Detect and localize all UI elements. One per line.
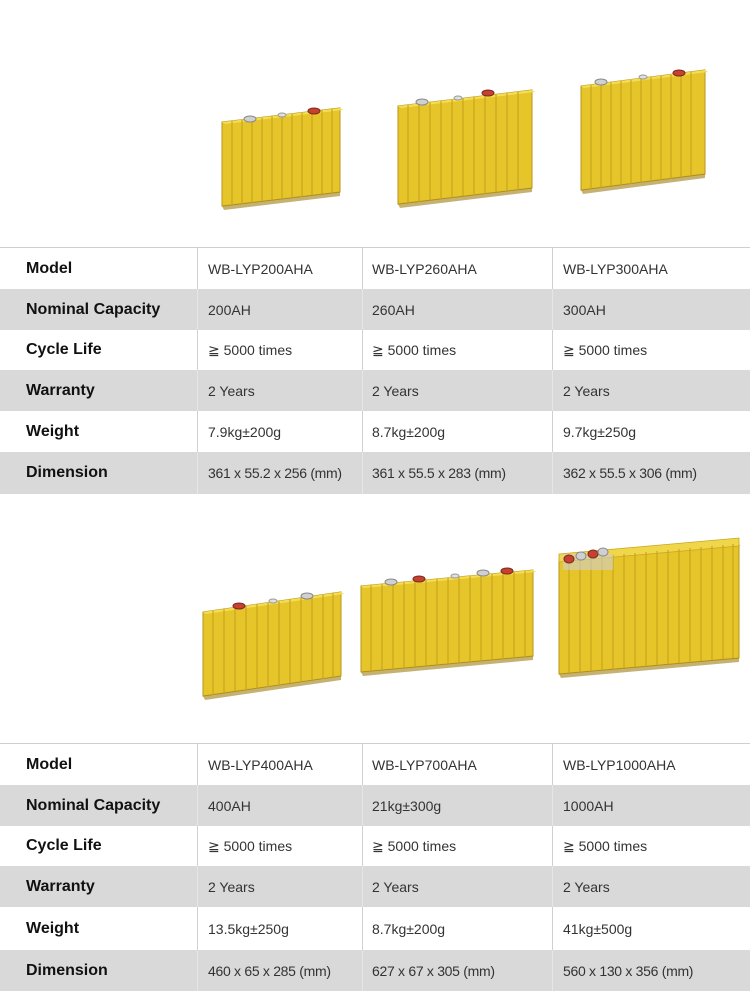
battery-image-lyp300 <box>575 62 715 197</box>
table-cell: 361 x 55.2 x 256 (mm) <box>197 452 362 494</box>
row-label: Model <box>26 259 73 277</box>
table-cell: 41kg±500g <box>552 907 750 950</box>
row-label: Warranty <box>26 381 95 399</box>
row-label: Dimension <box>26 961 108 979</box>
table-row-weight <box>0 411 750 452</box>
table-row-model <box>0 248 750 289</box>
battery-image-lyp200 <box>210 100 350 215</box>
row-label: Model <box>26 755 73 773</box>
table-cell: 1000AH <box>552 785 750 826</box>
table-cell: 200AH <box>197 289 362 330</box>
table-cell: 2 Years <box>197 370 362 411</box>
table-cell: ≧ 5000 times <box>362 330 552 370</box>
battery-images-row-1 <box>0 0 750 247</box>
battery-images-row-2 <box>0 494 750 743</box>
row-label: Nominal Capacity <box>26 796 161 814</box>
table-cell: 8.7kg±200g <box>362 411 552 452</box>
table-cell: WB-LYP1000AHA <box>552 744 750 785</box>
battery-image-lyp1000 <box>555 532 745 682</box>
table-cell: 2 Years <box>197 866 362 907</box>
table-cell: 400AH <box>197 785 362 826</box>
table-cell: ≧ 5000 times <box>197 330 362 370</box>
row-label: Cycle Life <box>26 837 102 854</box>
table-cell: 2 Years <box>362 370 552 411</box>
table-cell: 9.7kg±250g <box>552 411 750 452</box>
row-label: Weight <box>26 919 80 937</box>
table-row-capacity <box>0 289 750 330</box>
table-row-cycle-life <box>0 826 750 866</box>
table-cell: ≧ 5000 times <box>362 826 552 866</box>
table-cell: ≧ 5000 times <box>197 826 362 866</box>
table-cell: 260AH <box>362 289 552 330</box>
row-label: Weight <box>26 422 80 440</box>
table-cell: WB-LYP260AHA <box>362 248 552 289</box>
row-label: Warranty <box>26 877 95 895</box>
table-cell: 2 Years <box>362 866 552 907</box>
table-cell: 300AH <box>552 289 750 330</box>
table-cell: 361 x 55.5 x 283 (mm) <box>362 452 552 494</box>
table-cell: WB-LYP400AHA <box>197 744 362 785</box>
table-cell: ≧ 5000 times <box>552 330 750 370</box>
row-label: Nominal Capacity <box>26 300 161 318</box>
table-cell: 2 Years <box>552 866 750 907</box>
table-row-weight <box>0 907 750 950</box>
table-cell: WB-LYP700AHA <box>362 744 552 785</box>
table-cell: 7.9kg±200g <box>197 411 362 452</box>
table-cell: ≧ 5000 times <box>552 826 750 866</box>
table-cell: WB-LYP200AHA <box>197 248 362 289</box>
battery-image-lyp400 <box>195 582 350 702</box>
table-cell: 460 x 65 x 285 (mm) <box>197 950 362 991</box>
table-row-capacity <box>0 785 750 826</box>
table-row-warranty <box>0 866 750 907</box>
table-cell: WB-LYP300AHA <box>552 248 750 289</box>
table-cell: 362 x 55.5 x 306 (mm) <box>552 452 750 494</box>
spec-table-1 <box>0 247 750 494</box>
table-row-warranty <box>0 370 750 411</box>
table-cell: 21kg±300g <box>362 785 552 826</box>
table-cell: 560 x 130 x 356 (mm) <box>552 950 750 991</box>
table-cell: 2 Years <box>552 370 750 411</box>
table-row-dimension <box>0 950 750 991</box>
battery-image-lyp700 <box>355 562 540 677</box>
table-cell: 627 x 67 x 305 (mm) <box>362 950 552 991</box>
table-cell: 8.7kg±200g <box>362 907 552 950</box>
table-cell: 13.5kg±250g <box>197 907 362 950</box>
table-row-cycle-life <box>0 330 750 370</box>
battery-image-lyp260 <box>390 80 540 210</box>
row-label: Dimension <box>26 464 108 481</box>
table-row-model <box>0 744 750 785</box>
row-label: Cycle Life <box>26 341 102 358</box>
table-row-dimension <box>0 452 750 494</box>
spec-table-2 <box>0 743 750 991</box>
